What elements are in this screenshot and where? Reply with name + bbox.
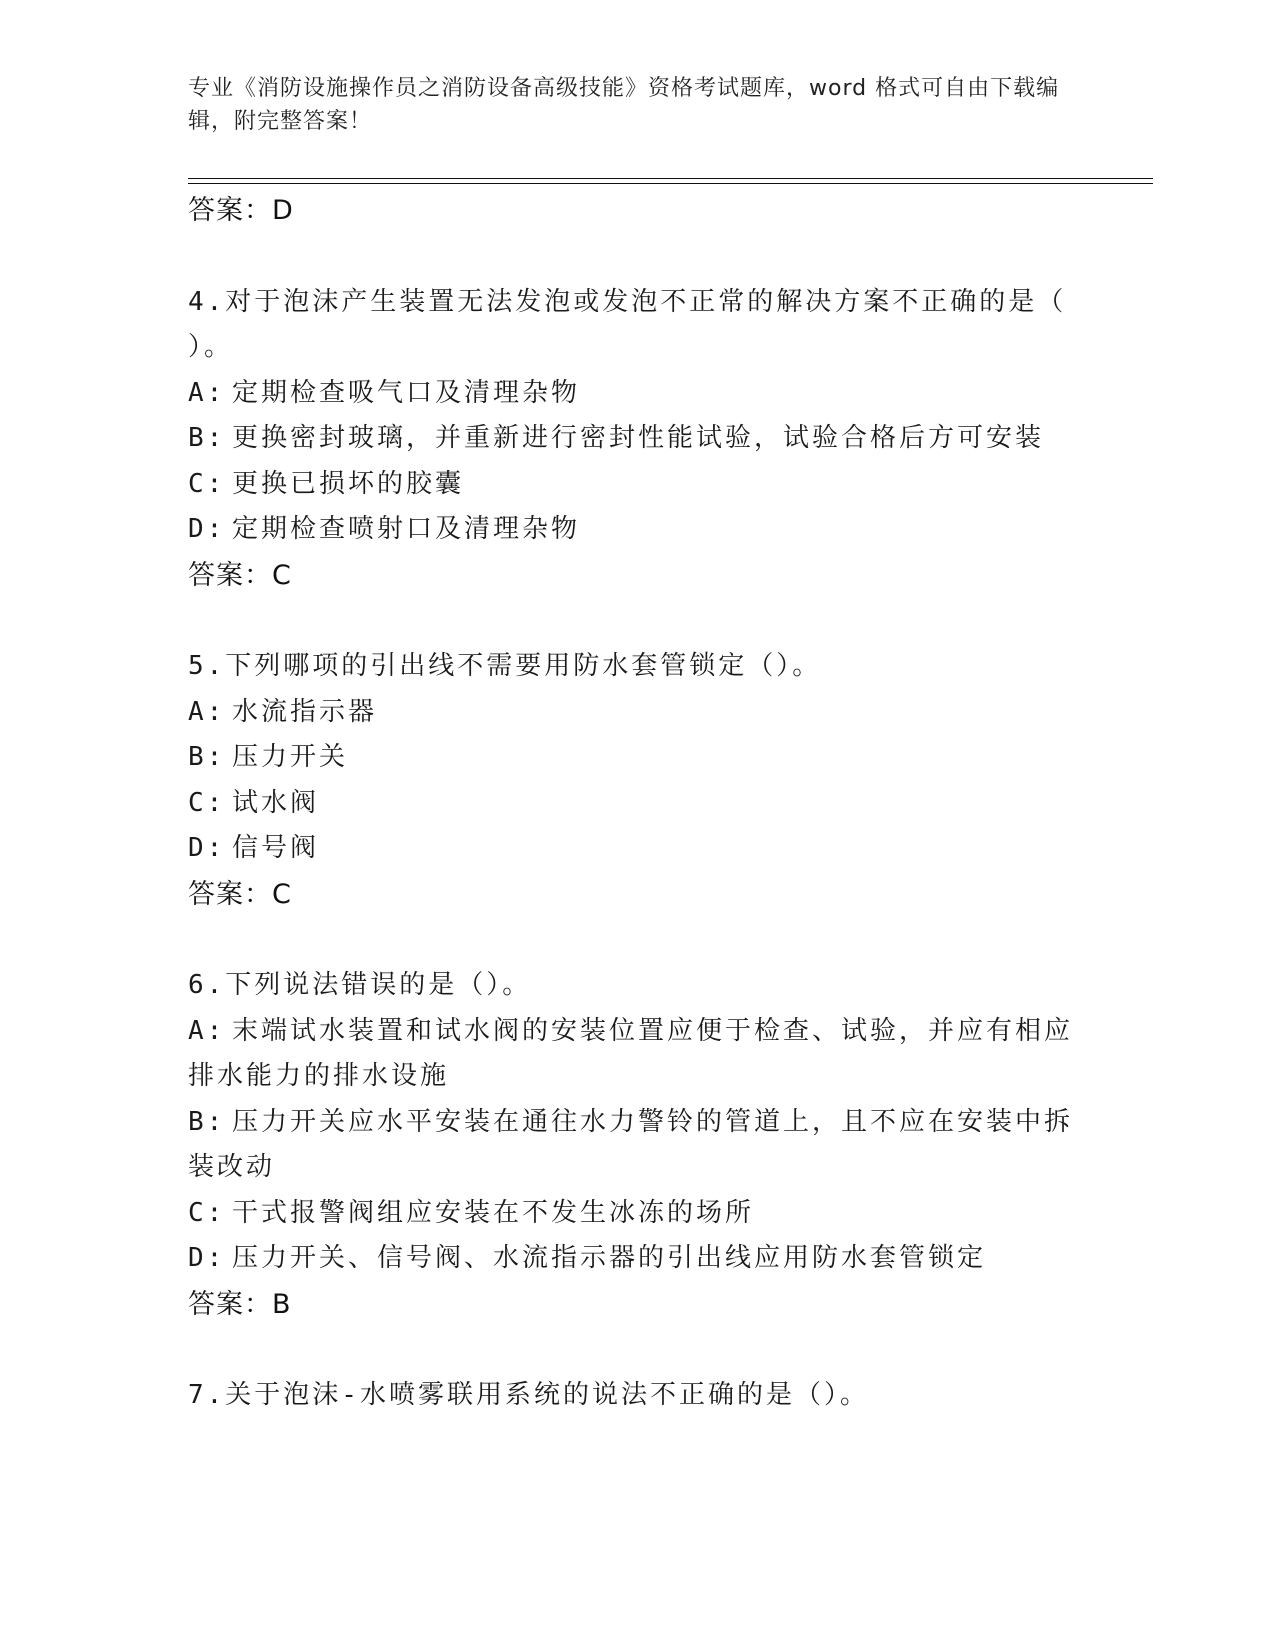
option-text: 末端试水装置和试水阀的安装位置应便于检查、试验，并应有相应: [232, 1015, 1074, 1046]
answer-text: 答案：C: [188, 559, 292, 591]
option-a-continued: 排水能力的排水设施: [188, 1061, 450, 1091]
option-text: 水流指示器: [232, 696, 378, 727]
option-text: 压力开关、信号阀、水流指示器的引出线应用防水套管锁定: [232, 1243, 987, 1273]
header-rule-bottom: [188, 183, 1153, 184]
option-text: 信号阀: [232, 833, 320, 863]
option-a: [188, 690, 1088, 736]
option-key: A:: [188, 696, 226, 727]
answer-text: 答案：C: [188, 878, 292, 910]
option-key: C:: [188, 1197, 226, 1228]
question-item: [188, 963, 1088, 1327]
option-a: [188, 1009, 1088, 1055]
option-b-continued: 装改动: [188, 1152, 276, 1182]
option-text: 干式报警阀组应安装在不发生冰冻的场所: [232, 1197, 755, 1228]
option-key: B:: [188, 423, 226, 453]
option-d: [188, 826, 1088, 872]
option-text: 更换密封玻璃，并重新进行密封性能试验，试验合格后方可安装: [232, 423, 1045, 453]
option-text: 试水阀: [232, 787, 320, 818]
option-b: [188, 416, 1088, 462]
question-item: [188, 644, 1088, 917]
option-d: [188, 1236, 1088, 1282]
option-text: 更换已损坏的胶囊: [232, 468, 465, 499]
option-d: [188, 507, 1088, 553]
question-list: [188, 188, 1088, 1419]
option-a: [188, 371, 1088, 417]
option-key: C:: [188, 787, 226, 818]
option-c: [188, 462, 1088, 508]
option-key: B:: [188, 1106, 226, 1137]
question-stem: 4.对于泡沫产生装置无法发泡或发泡不正常的解决方案不正确的是（: [188, 286, 1067, 317]
option-key: D:: [188, 514, 226, 544]
page-header: 专业《消防设施操作员之消防设备高级技能》资格考试题库，word 格式可自由下载编辑，附完整答案！: [188, 76, 1060, 134]
option-key: D:: [188, 1243, 226, 1273]
question-stem: 5.下列哪项的引出线不需要用防水套管锁定（）。: [188, 651, 822, 681]
option-c: [188, 781, 1088, 827]
option-key: C:: [188, 468, 226, 499]
question-stem: 7.关于泡沫-水喷雾联用系统的说法不正确的是（）。: [188, 1380, 869, 1410]
question-item: [188, 1373, 1088, 1419]
option-text: 压力开关应水平安装在通往水力警铃的管道上，且不应在安装中拆: [232, 1106, 1074, 1137]
option-text: 定期检查吸气口及清理杂物: [232, 377, 581, 408]
option-key: A:: [188, 377, 226, 408]
option-b: [188, 1100, 1088, 1146]
option-b: [188, 735, 1088, 781]
question-item: [188, 280, 1088, 599]
option-key: A:: [188, 1015, 226, 1046]
option-text: 压力开关: [232, 742, 349, 772]
option-c: [188, 1191, 1088, 1237]
option-key: B:: [188, 742, 226, 772]
answer-text: 答案：D: [188, 195, 294, 226]
option-key: D:: [188, 833, 226, 863]
question-stem: 6.下列说法错误的是（）。: [188, 970, 532, 1000]
answer-text: 答案：B: [188, 1288, 292, 1320]
header-rule-top: [188, 178, 1153, 179]
question-stem-continued: ）。: [188, 332, 234, 362]
option-text: 定期检查喷射口及清理杂物: [232, 514, 581, 544]
